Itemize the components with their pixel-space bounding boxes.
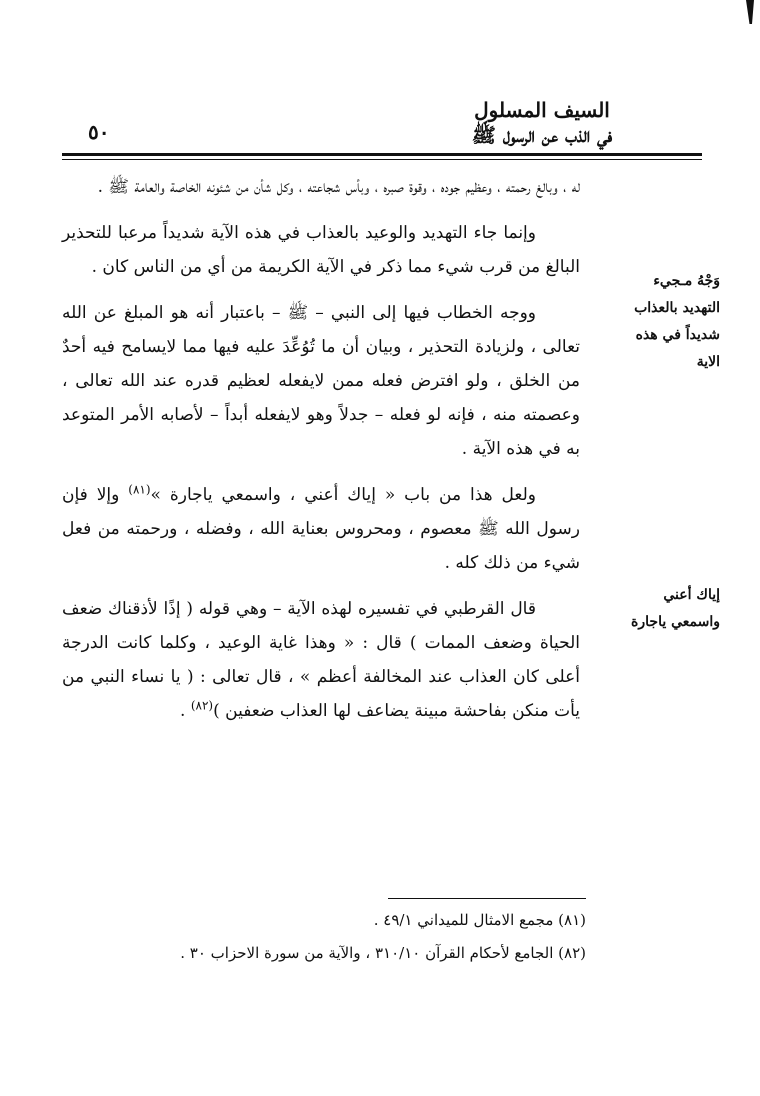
paragraph-2: وإنما جاء التهديد والوعيد بالعذاب في هذه الآية شديداً مرعبا للتحذير البالغ من قرب شيء مما ذكر في الآية الكريمة من أي من الناس كان . <box>62 223 580 277</box>
paragraph-5-text-start: قال القرطبي في تفسيره لهذه الآية – وهي قوله ( إذًا لأذقناك ضعف الحياة وضعف الممات ) قال : « وهذا غاية الوعيد ، وكلما كانت الدرجة أعلى كان العذاب عند المخالفة أعظم » ، قال تعالى : ( يا نساء النبي من يأت منكن بفاحشة مبينة يضاعف لها العذاب ضعفين ) <box>62 599 580 721</box>
book-title: السيف المسلول <box>474 98 610 122</box>
paragraph-1: له ، وبالغ رحمته ، وعظيم جوده ، وقوة صبره ، وبأس شجاعته ، وكل شأن من شئونه الخاصة والعامة ﷺ . <box>97 177 580 197</box>
book-subtitle: في الذب عن الرسول ﷺ <box>471 123 613 147</box>
footnote-82: (٨٢) الجامع لأحكام القرآن ٣١٠/١٠ ، والآية من سورة الاحزاب ٣٠ . <box>180 944 586 962</box>
paragraph-3: ووجه الخطاب فيها إلى النبي – ﷺ – باعتبار أنه هو المبلغ عن الله تعالى ، ولزيادة التحذير ، وبيان أن ما تُوُعِّدَ عليه فيها مما لايسامح فيه أحدٌ من الخلق ، ولو افترض فعله ممن لايفعله لعظيم قدره عند الله تعالى ، وعصمته منه ، فإنه لو فعله – جدلاً وهو لايفعله أبداً – لأصابه الأمر المتوعد به في هذه الآية . <box>62 303 580 459</box>
paragraph-4-text-start: ولعل هذا من باب « إياك أعني ، واسمعي ياجارة » <box>150 485 536 505</box>
footnote-ref-81[interactable]: (٨١) <box>128 482 151 497</box>
paragraph-5-text-end: . <box>180 701 191 721</box>
footnotes <box>62 904 586 970</box>
footnote-separator <box>388 898 586 899</box>
paragraph-4 <box>62 478 580 580</box>
scan-corner-mark <box>744 0 754 24</box>
paragraph-4-text-end: وإلا فإن رسول الله ﷺ معصوم ، ومحروس بعناية الله ، وفضله ، ورحمته من فعل شيء من ذلك كله . <box>62 485 580 573</box>
margin-note-proverb: إياك أعني واسمعي ياجارة <box>631 587 720 630</box>
footnote-81: (٨١) مجمع الامثال للميداني ٤٩/١ . <box>373 911 586 929</box>
header-rule-thin <box>62 159 702 160</box>
footnote-ref-82[interactable]: (٨٢) <box>190 698 214 713</box>
main-text <box>62 170 580 728</box>
page-number: ٥٠ <box>88 120 110 144</box>
header-rule-thick <box>62 153 702 156</box>
running-title <box>382 98 702 148</box>
page-header <box>62 98 702 154</box>
paragraph-5 <box>62 592 580 728</box>
margin-note-threat: وَجْهُ مـجيء التهديد بالعذاب شديداً في هذه الاية <box>634 273 720 370</box>
